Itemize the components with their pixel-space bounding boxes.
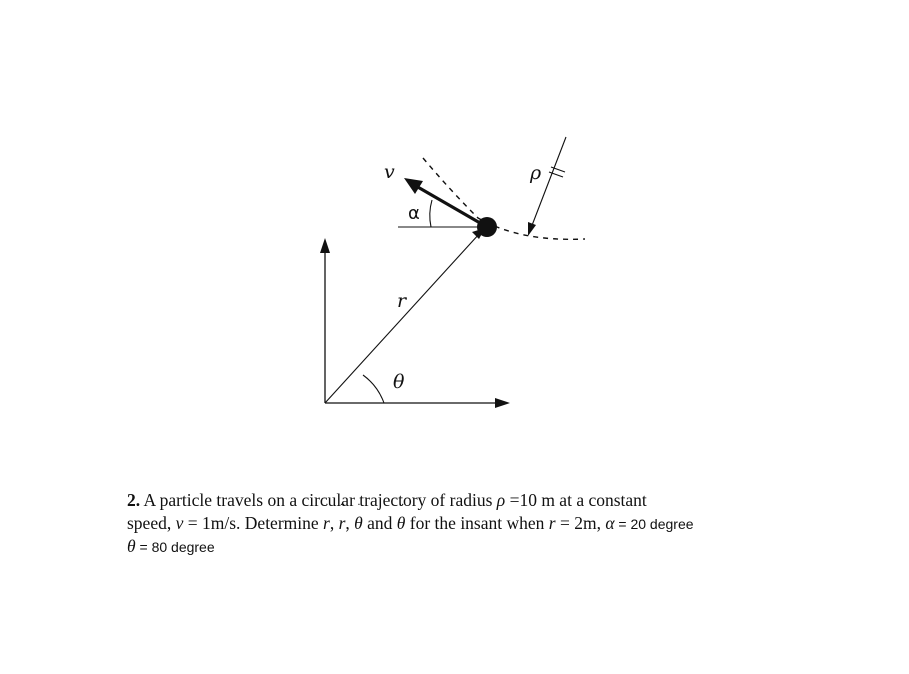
alpha-value: = 20 degree xyxy=(614,516,694,532)
r-dot-symbol: ˙ r xyxy=(323,512,330,535)
x-axis-arrowhead xyxy=(495,398,510,408)
alpha-arc xyxy=(430,200,432,227)
rho-symbol: ρ xyxy=(496,490,506,510)
velocity-arrowhead xyxy=(404,178,423,194)
speed-prefix: speed, xyxy=(127,513,176,533)
velocity-label: v xyxy=(384,161,395,183)
r-value: = 2m, xyxy=(555,513,606,533)
r-ddot-symbol: ¨ r xyxy=(339,512,346,535)
theta-dot-symbol: ˙ θ xyxy=(354,512,363,535)
radius-label: r xyxy=(397,290,407,312)
v-symbol: v xyxy=(175,513,184,533)
velocity-vector xyxy=(416,186,487,227)
theta-arc xyxy=(363,375,384,403)
instant-text: for the insant when xyxy=(405,513,549,533)
theta-ddot-symbol: ¨ θ xyxy=(397,512,406,535)
y-axis-arrowhead xyxy=(320,238,330,253)
particle xyxy=(477,217,497,237)
problem-number: 2. xyxy=(127,490,141,510)
comma-2: , xyxy=(345,513,355,533)
comma-1: , xyxy=(329,513,339,533)
r-symbol: r xyxy=(548,513,556,533)
problem-line-3 xyxy=(127,535,887,559)
problem-line-1 xyxy=(127,489,887,512)
problem-line-2 xyxy=(127,512,887,536)
and-word: and xyxy=(362,513,397,533)
theta-symbol: θ xyxy=(127,536,136,556)
rho-label: ρ xyxy=(530,162,542,184)
rho-value: =10 m at a constant xyxy=(505,490,647,510)
alpha-label: α xyxy=(408,203,420,224)
alpha-symbol: α xyxy=(605,513,615,533)
problem-text-1: A particle travels on a circular trajectory of radius xyxy=(140,490,497,510)
theta-value: = 80 degree xyxy=(135,539,215,555)
theta-label: θ xyxy=(393,371,405,393)
v-value: = 1m/s. Determine xyxy=(183,513,324,533)
rho-arrowhead xyxy=(528,222,536,236)
problem-statement xyxy=(127,489,887,560)
